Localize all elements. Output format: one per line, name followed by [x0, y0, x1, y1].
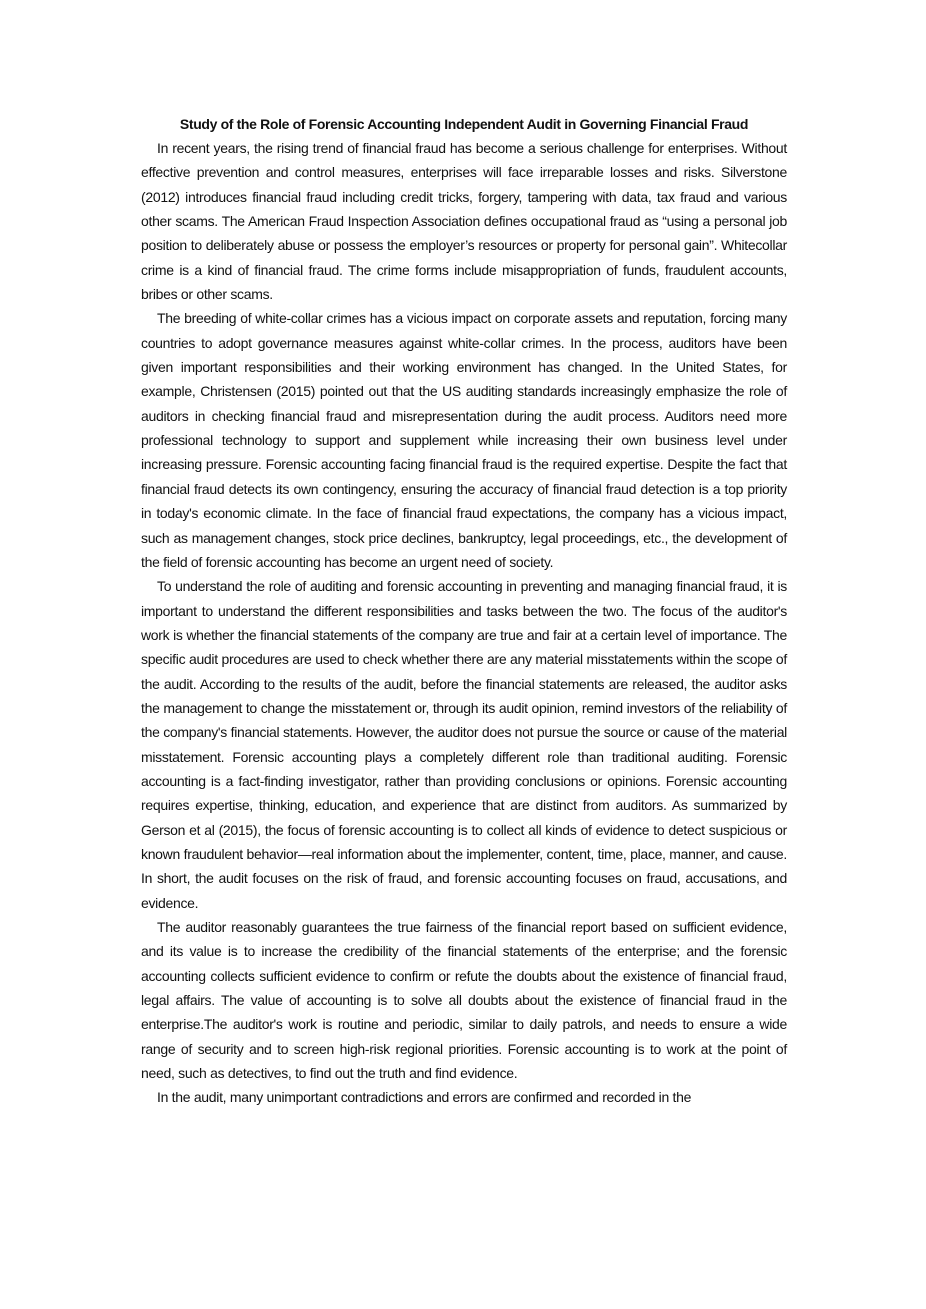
document-page: [141, 112, 787, 1110]
body-paragraph: In the audit, many unimportant contradictions and errors are confirmed and recorded in the: [157, 1089, 692, 1106]
body-paragraph: In recent years, the rising trend of financial fraud has become a serious challenge for enterprises. Without effective prevention and control measures, enterprises will face irreparable losses and risks. Silverstone (2012) introduces financial fraud including credit tricks, forgery, tampering with data, tax fraud and various other scams. The American Fraud Inspection Association defines occupational fraud as “using a personal job position to deliberately abuse or possess the employer’s resources or property for personal gain”. Whitecollar crime is a kind of financial fraud. The crime forms include misappropriation of funds, fraudulent accounts, bribes or other scams.: [141, 140, 787, 303]
body-paragraph: The auditor reasonably guarantees the true fairness of the financial report based on sufficient evidence, and its value is to increase the credibility of the financial statements of the enterprise; and the forensic accounting collects sufficient evidence to confirm or refute the doubts about the existence of financial fraud, legal affairs. The value of accounting is to solve all doubts about the existence of financial fraud in the enterprise.The auditor's work is routine and periodic, similar to daily patrols, and needs to ensure a wide range of security and to screen high-risk regional priorities. Forensic accounting is to work at the point of need, such as detectives, to find out the truth and find evidence.: [141, 919, 787, 1082]
paper-title: Study of the Role of Forensic Accounting Independent Audit in Governing Financial Fraud: [179, 116, 749, 132]
body-paragraph: To understand the role of auditing and forensic accounting in preventing and managing financial fraud, it is important to understand the different responsibilities and tasks between the two. The focus of the auditor's work is whether the financial statements of the company are true and fair at a certain level of importance. The specific audit procedures are used to check whether there are any material misstatements within the scope of the audit. According to the results of the audit, before the financial statements are released, the auditor asks the management to change the misstatement or, through its audit opinion, remind investors of the reliability of the company's financial statements. However, the auditor does not pursue the source or cause of the material misstatement. Forensic accounting plays a completely different role than traditional auditing. Forensic accounting is a fact-finding investigator, rather than providing conclusions or opinions. Forensic accounting requires expertise, thinking, education, and experience that are distinct from auditors. As summarized by Gerson et al (2015), the focus of forensic accounting is to collect all kinds of evidence to detect suspicious or known fraudulent behavior—real information about the implementer, content, time, place, manner, and cause. In short, the audit focuses on the risk of fraud, and forensic accounting focuses on fraud, accusations, and evidence.: [141, 578, 787, 911]
body-paragraph: The breeding of white-collar crimes has a vicious impact on corporate assets and reputation, forcing many countries to adopt governance measures against white-collar crimes. In the process, auditors have been given important responsibilities and their working environment has changed. In the United States, for example, Christensen (2015) pointed out that the US auditing standards increasingly emphasize the role of auditors in checking financial fraud and misrepresentation during the audit process. Auditors need more professional technology to support and supplement while increasing their own business level under increasing pressure. Forensic accounting facing financial fraud is the required expertise. Despite the fact that financial fraud detects its own contingency, ensuring the accuracy of financial fraud detection is a top priority in today's economic climate. In the face of financial fraud expectations, the company has a vicious impact, such as management changes, stock price declines, bankruptcy, legal proceedings, etc., the development of the field of forensic accounting has become an urgent need of society.: [141, 310, 787, 570]
